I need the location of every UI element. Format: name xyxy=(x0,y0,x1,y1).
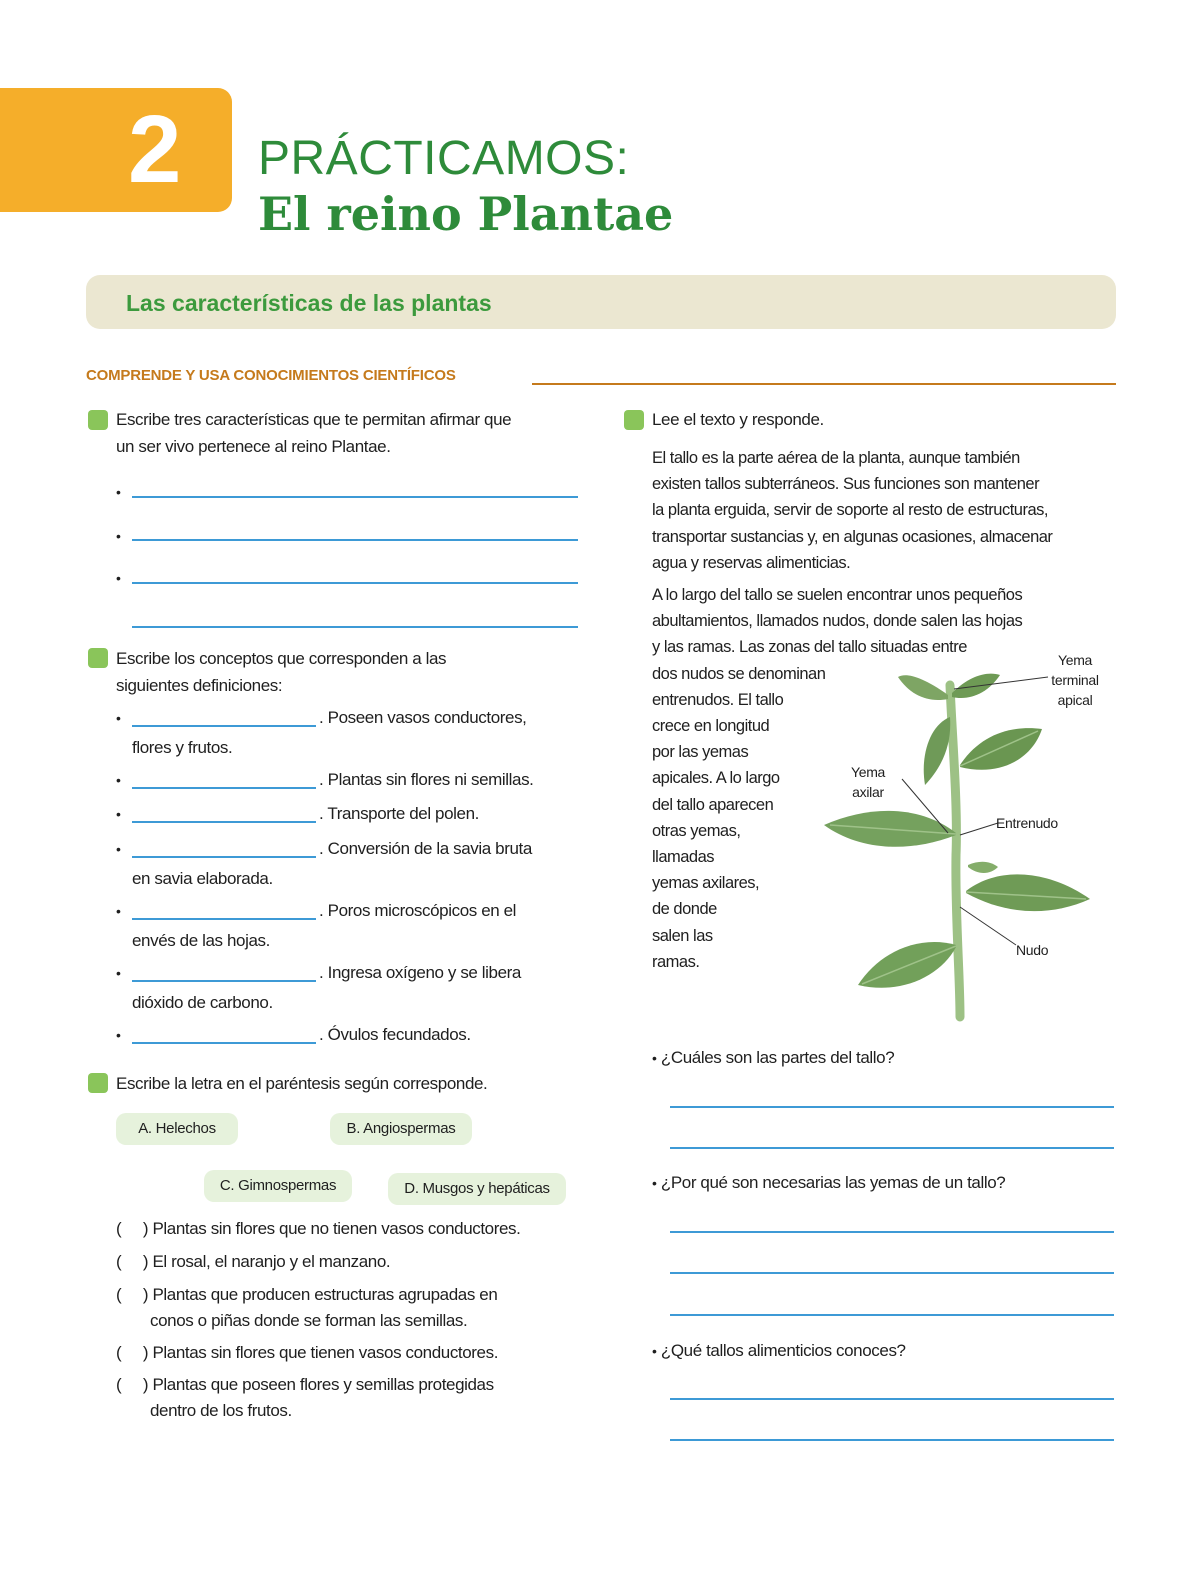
answer-line-1[interactable] xyxy=(132,496,578,498)
answer-line-3[interactable] xyxy=(132,582,578,584)
bullet: • xyxy=(116,903,121,919)
passage-line: El tallo es la parte aérea de la planta, aunque también xyxy=(652,449,1020,467)
passage-line: entrenudos. El tallo xyxy=(652,690,784,709)
definition-text: . Poseen vasos conductores, xyxy=(319,708,527,727)
passage-line: la planta erguida, servir de soporte al resto de estructuras, xyxy=(652,501,1048,520)
passage-line: otras yemas, xyxy=(652,821,741,840)
match-text: Plantas sin flores que tienen vasos conductores. xyxy=(152,1343,499,1362)
question-1-marker xyxy=(88,410,108,430)
match-item xyxy=(116,1249,586,1275)
definition-answer-line[interactable] xyxy=(132,918,316,920)
definition-text-cont: envés de las hojas. xyxy=(132,931,270,950)
label-line: apical xyxy=(1057,692,1093,708)
answer-line[interactable] xyxy=(670,1231,1114,1233)
label-yema-terminal xyxy=(1040,650,1110,710)
definition-item xyxy=(116,834,586,893)
match-item xyxy=(116,1282,586,1334)
passage-line: A lo largo del tallo se suelen encontrar unos pequeños xyxy=(652,586,1023,604)
question-1-prompt-line1: Escribe tres características que te permitan afirmar que xyxy=(116,410,512,429)
bullet: • xyxy=(116,710,121,726)
chapter-number: 2 xyxy=(128,96,182,203)
answer-line[interactable] xyxy=(670,1106,1114,1108)
subquestion-text: ¿Por qué son necesarias las yemas de un tallo? xyxy=(660,1173,1006,1192)
definition-text-cont: dióxido de carbono. xyxy=(132,993,273,1012)
passage-line: y las ramas. Las zonas del tallo situadas entre xyxy=(652,638,967,657)
passage-line: ramas. xyxy=(652,952,700,971)
chapter-number-tab xyxy=(0,88,232,212)
passage-paragraph-1 xyxy=(652,445,1122,576)
match-item xyxy=(116,1340,586,1366)
bullet: • xyxy=(116,772,121,788)
passage-line: apicales. A lo largo xyxy=(652,769,780,788)
question-1-prompt-line2: un ser vivo pertenece al reino Plantae. xyxy=(116,437,391,456)
definition-answer-line[interactable] xyxy=(132,856,316,858)
label-nudo: Nudo xyxy=(1016,942,1049,958)
passage-line: crece en longitud xyxy=(652,717,770,736)
question-4-marker xyxy=(624,410,644,430)
match-paren[interactable]: ( ) xyxy=(116,1375,149,1394)
definition-answer-line[interactable] xyxy=(132,787,316,789)
section-title: Las características de las plantas xyxy=(126,290,492,316)
option-chip-b: B. Angiospermas xyxy=(330,1113,472,1145)
bullet: • xyxy=(116,528,121,544)
match-paren[interactable]: ( ) xyxy=(116,1252,149,1271)
answer-line[interactable] xyxy=(670,1439,1114,1441)
passage-line: llamadas xyxy=(652,848,715,867)
passage-line: agua y reservas alimenticias. xyxy=(652,553,851,572)
bullet: • xyxy=(652,1175,657,1191)
bullet: • xyxy=(116,1027,121,1043)
match-text: Plantas que producen estructuras agrupadas en xyxy=(152,1285,498,1304)
question-2-marker xyxy=(88,648,108,668)
match-item xyxy=(116,1372,586,1424)
definition-text: . Plantas sin flores ni semillas. xyxy=(319,770,534,789)
answer-line-4[interactable] xyxy=(132,626,578,628)
definition-item xyxy=(116,703,586,762)
bullet: • xyxy=(116,841,121,857)
page-title-line1: PRÁCTICAMOS: xyxy=(258,132,630,185)
answer-line[interactable] xyxy=(670,1314,1114,1316)
question-2-prompt xyxy=(116,645,446,699)
match-text: Plantas que poseen flores y semillas protegidas xyxy=(152,1375,494,1394)
label-line: terminal xyxy=(1051,672,1099,688)
definition-item xyxy=(116,765,586,795)
match-paren[interactable]: ( ) xyxy=(116,1285,149,1304)
definition-text-cont: en savia elaborada. xyxy=(132,869,273,888)
subquestion-1 xyxy=(652,1048,894,1068)
question-2-prompt-line2: siguientes definiciones: xyxy=(116,676,283,695)
definition-item xyxy=(116,896,586,955)
subquestion-2 xyxy=(652,1173,1005,1193)
match-item xyxy=(116,1216,586,1242)
definition-text: . Conversión de la savia bruta xyxy=(319,839,532,858)
plant-stem-illustration xyxy=(810,655,1110,1025)
definition-item xyxy=(116,799,586,829)
question-4-prompt: Lee el texto y responde. xyxy=(652,410,824,429)
subquestion-text: ¿Cuáles son las partes del tallo? xyxy=(660,1048,895,1067)
definition-text: . Óvulos fecundados. xyxy=(319,1025,471,1044)
answer-line[interactable] xyxy=(670,1398,1114,1400)
match-text-cont: dentro de los frutos. xyxy=(150,1401,292,1420)
question-3-prompt: Escribe la letra en el paréntesis según corresponde. xyxy=(116,1074,488,1093)
passage-line: del tallo aparecen xyxy=(652,795,774,814)
bullet: • xyxy=(116,570,121,586)
question-1-prompt xyxy=(116,406,511,460)
skill-label: COMPRENDE Y USA CONOCIMIENTOS CIENTÍFICOS xyxy=(86,367,456,384)
passage-line: existen tallos subterráneos. Sus funciones son mantener xyxy=(652,475,1040,494)
definition-answer-line[interactable] xyxy=(132,1042,316,1044)
label-line: axilar xyxy=(852,784,884,800)
definition-text-cont: flores y frutos. xyxy=(132,738,233,757)
definition-answer-line[interactable] xyxy=(132,980,316,982)
passage-line: abultamientos, llamados nudos, donde salen las hojas xyxy=(652,612,1023,631)
passage-line: salen las xyxy=(652,926,713,945)
passage-line: dos nudos se denominan xyxy=(652,664,826,683)
option-chip-a: A. Helechos xyxy=(116,1113,238,1145)
passage-line: yemas axilares, xyxy=(652,874,760,893)
bullet: • xyxy=(116,806,121,822)
passage-line: transportar sustancias y, en algunas ocasiones, almacenar xyxy=(652,527,1053,546)
skill-rule xyxy=(532,383,1116,385)
subquestion-text: ¿Qué tallos alimenticios conoces? xyxy=(660,1341,906,1360)
label-line: Yema xyxy=(850,764,886,780)
definition-text: . Ingresa oxígeno y se libera xyxy=(319,963,521,982)
subquestion-3 xyxy=(652,1341,906,1361)
bullet: • xyxy=(652,1050,657,1066)
definition-item xyxy=(116,958,586,1017)
passage-line: por las yemas xyxy=(652,743,749,762)
label-yema-axilar xyxy=(838,762,898,802)
definition-answer-line[interactable] xyxy=(132,821,316,823)
definition-text: . Transporte del polen. xyxy=(319,804,479,823)
answer-line-2[interactable] xyxy=(132,539,578,541)
label-line: Yema xyxy=(1057,652,1093,668)
option-chip-d: D. Musgos y hepáticas xyxy=(388,1173,566,1205)
answer-line[interactable] xyxy=(670,1147,1114,1149)
match-text-cont: conos o piñas donde se forman las semillas. xyxy=(150,1311,468,1330)
match-text: Plantas sin flores que no tienen vasos conductores. xyxy=(152,1219,521,1238)
definition-answer-line[interactable] xyxy=(132,725,316,727)
match-paren[interactable]: ( ) xyxy=(116,1343,149,1362)
bullet: • xyxy=(116,965,121,981)
match-text: El rosal, el naranjo y el manzano. xyxy=(152,1252,391,1271)
answer-line[interactable] xyxy=(670,1272,1114,1274)
option-chip-c: C. Gimnospermas xyxy=(204,1170,352,1202)
label-entrenudo: Entrenudo xyxy=(996,815,1058,831)
question-2-prompt-line1: Escribe los conceptos que corresponden a las xyxy=(116,649,447,668)
passage-line: de donde xyxy=(652,900,717,919)
page-title-line2: El reino Plantae xyxy=(258,187,674,241)
match-paren[interactable]: ( ) xyxy=(116,1219,149,1238)
question-3-marker xyxy=(88,1073,108,1093)
bullet: • xyxy=(116,484,121,500)
definition-item xyxy=(116,1020,586,1050)
definition-text: . Poros microscópicos en el xyxy=(319,901,517,920)
bullet: • xyxy=(652,1343,657,1359)
